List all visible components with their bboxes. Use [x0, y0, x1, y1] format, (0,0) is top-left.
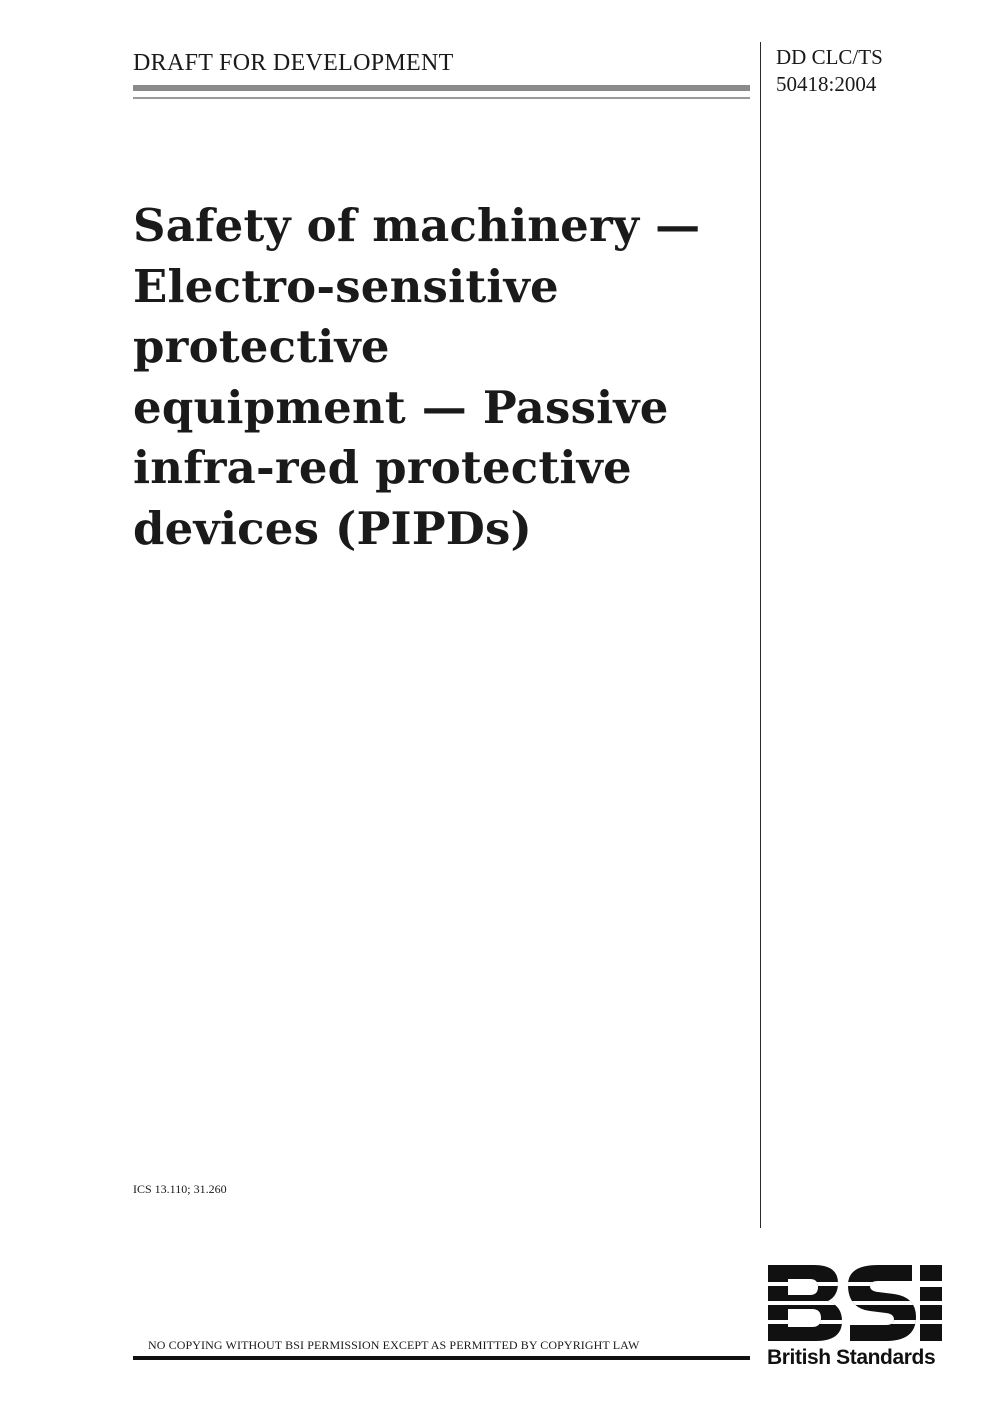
- bsi-tagline: British Standards: [767, 1346, 936, 1369]
- title-line: devices (PIPDs): [133, 501, 533, 555]
- document-number-line-1: DD CLC/TS: [776, 45, 883, 69]
- document-number-line-2: 50418:2004: [776, 72, 877, 96]
- ics-code: ICS 13.110; 31.260: [133, 1182, 227, 1196]
- header-rule-thin: [133, 97, 750, 99]
- copyright-notice: NO COPYING WITHOUT BSI PERMISSION EXCEPT AS PERMITTED BY COPYRIGHT LAW: [148, 1338, 640, 1352]
- title-line: equipment — Passive: [133, 380, 669, 434]
- header-rule-thick: [133, 85, 750, 91]
- title-line: Electro-sensitive: [133, 259, 559, 313]
- document-title: [133, 196, 748, 559]
- vertical-divider: [760, 42, 761, 1228]
- bsi-logo-mark: [766, 1263, 944, 1343]
- title-line: infra-red protective: [133, 441, 632, 494]
- title-line: Safety of machinery —: [133, 199, 701, 252]
- document-type: DRAFT FOR DEVELOPMENT: [133, 50, 454, 76]
- footer-rule: [133, 1356, 750, 1360]
- document-number: [776, 44, 883, 98]
- title-line: protective: [133, 320, 390, 373]
